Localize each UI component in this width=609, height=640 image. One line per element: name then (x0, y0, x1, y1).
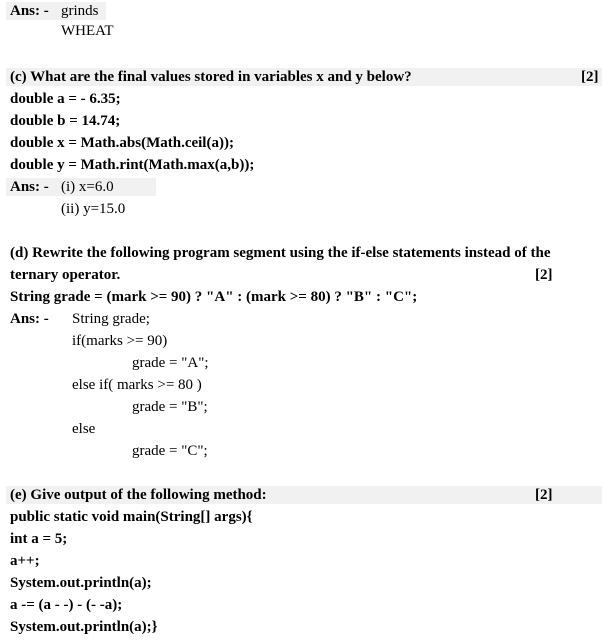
answer-d-line: grade = "C"; (132, 443, 208, 459)
question-c-code-line: double y = Math.rint(Math.max(a,b)); (10, 157, 255, 173)
question-e-title: (e) Give output of the following method: (10, 487, 267, 503)
question-d-title-line1: (d) Rewrite the following program segment using the if-else statements instead of the (10, 245, 551, 261)
question-c-code-line: double x = Math.abs(Math.ceil(a)); (10, 135, 234, 151)
question-e-code-line: a++; (10, 553, 40, 569)
question-d-title-line2: ternary operator. (10, 267, 121, 283)
question-e-code-line: int a = 5; (10, 531, 68, 547)
question-e-code-line: a -= (a - -) - (- -a); (10, 597, 123, 613)
question-e-marks: [2] (535, 487, 553, 503)
question-c-code-line: double a = - 6.35; (10, 91, 121, 107)
answer-b-label: Ans: - (10, 3, 49, 19)
answer-d-line: else (72, 421, 96, 437)
answer-c-label: Ans: - (10, 179, 49, 195)
question-e-code-line: System.out.println(a); (10, 575, 152, 591)
question-e-code-line: public static void main(String[] args){ (10, 509, 253, 525)
answer-d-line: String grade; (72, 311, 150, 327)
question-d-marks: [2] (535, 267, 553, 283)
answer-d-line: if(marks >= 90) (72, 333, 168, 349)
question-c-marks: [2] (581, 69, 599, 85)
question-d-code: String grade = (mark >= 90) ? "A" : (mark >= 80) ? "B" : "C"; (10, 289, 418, 305)
answer-d-label: Ans: - (10, 311, 49, 327)
answer-c-line2: (ii) y=15.0 (61, 201, 126, 217)
question-c-code-line: double b = 14.74; (10, 113, 121, 129)
answer-d-line: grade = "B"; (132, 399, 208, 415)
answer-c-line1: (i) x=6.0 (61, 179, 114, 195)
answer-d-line: else if( marks >= 80 ) (72, 377, 202, 393)
question-e-code-line: System.out.println(a);} (10, 619, 158, 635)
question-c-title: (c) What are the final values stored in variables x and y below? (10, 69, 412, 85)
answer-b-line2: WHEAT (61, 23, 114, 39)
answer-d-line: grade = "A"; (132, 355, 209, 371)
answer-b-line1: grinds (61, 3, 99, 19)
